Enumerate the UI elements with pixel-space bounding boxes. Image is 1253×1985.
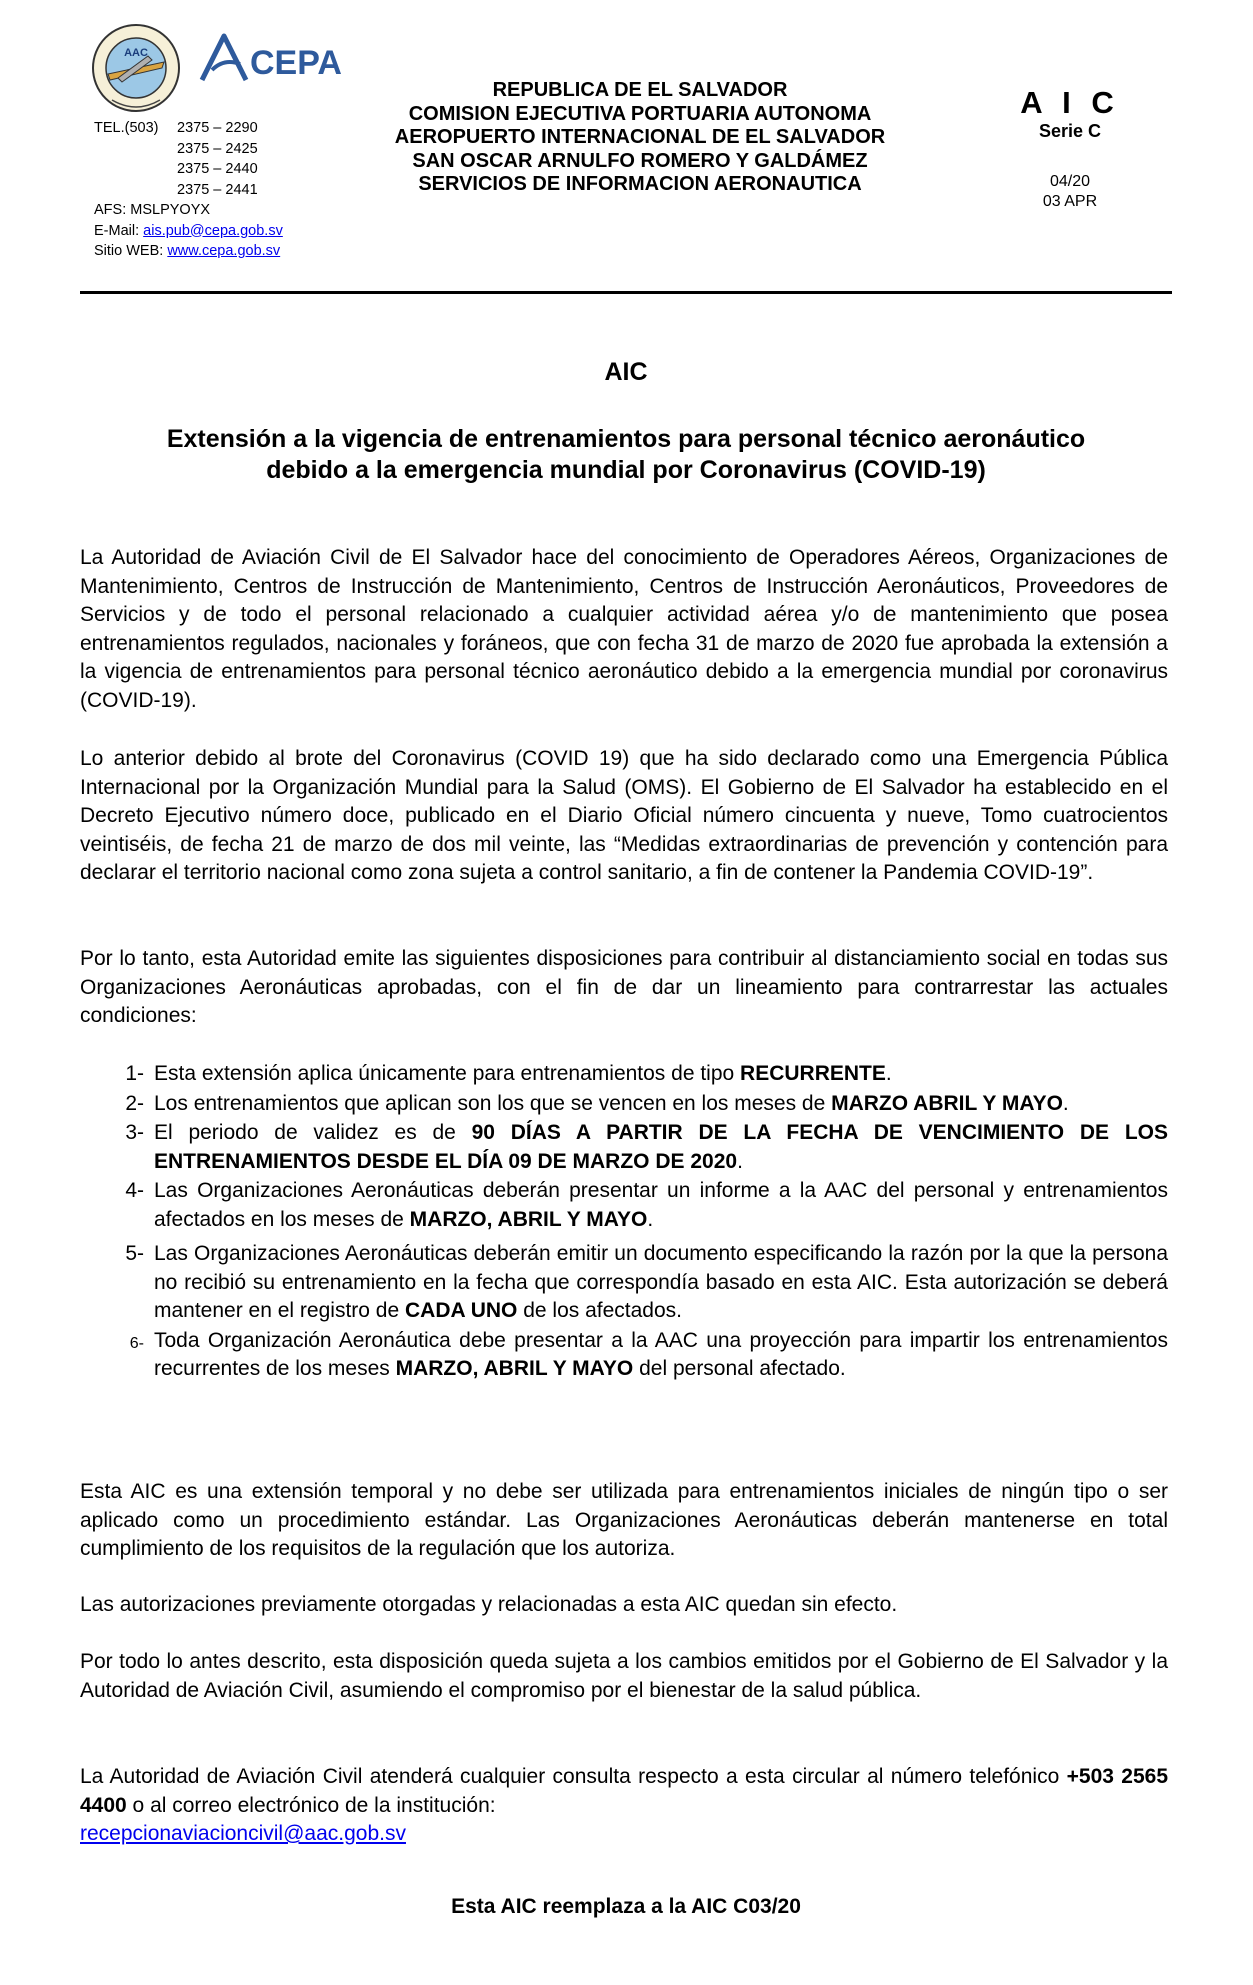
list-text: Los entrenamientos que aplican son los que se vencen en los meses de <box>154 1091 832 1115</box>
paragraph-3: Por lo tanto, esta Autoridad emite las siguientes disposiciones para contribuir al distanciamiento social en todas sus Organizaciones Aeronáuticas aprobadas, con el fin de dar un lineamiento para contrarrestar las actuales condiciones: <box>80 947 1168 1027</box>
cepa-logo <box>198 30 348 86</box>
list-number: 5- <box>125 1242 144 1265</box>
list-emphasis: CADA UNO <box>404 1299 518 1322</box>
list-item <box>80 1177 1168 1234</box>
list-number: 3- <box>125 1121 144 1144</box>
web-row <box>94 241 287 262</box>
tel-number: 2375 – 2290 <box>177 120 258 136</box>
list-emphasis: 90 DÍAS A PARTIR DE LA FECHA DE VENCIMIENTO DE LOS ENTRENAMIENTOS DESDE EL DÍA 09 DE MARZO DE 2020 <box>154 1121 1168 1173</box>
organization-header <box>330 79 950 197</box>
list-item <box>80 1327 1168 1384</box>
list-text: Las Organizaciones Aeronáuticas deberán emitir un documento especificando la razón por la que la persona no recibió su entrenamiento en la fecha que correspondía basado en esta AIC. Esta autorización se deberá mantener en el registro de <box>154 1242 1168 1322</box>
list-number: 6- <box>129 1334 144 1352</box>
afs-code: AFS: MSLPYOYX <box>94 202 211 218</box>
aac-logo <box>88 22 184 114</box>
list-emphasis: MARZO, ABRIL Y MAYO <box>409 1207 648 1231</box>
list-text-end: . <box>737 1149 743 1173</box>
email-row <box>94 221 287 242</box>
subtitle-line: Extensión a la vigencia de entrenamientos para personal técnico aeronáutico <box>166 425 1086 453</box>
list-text-end: . <box>1062 1091 1069 1115</box>
list-text-end: . <box>647 1207 654 1231</box>
list-text: Esta extensión aplica únicamente para entrenamientos de tipo <box>154 1062 741 1085</box>
tel-label: TEL.(503) <box>94 120 159 136</box>
aic-date: 03 APR <box>1042 193 1098 210</box>
tel-number: 2375 – 2440 <box>177 161 258 177</box>
web-label: Sitio WEB: <box>94 243 164 259</box>
list-text: Las Organizaciones Aeronáuticas deberán presentar un informe a la AAC del personal y entrenamientos afectados en los meses de <box>154 1179 1168 1231</box>
subtitle-line: debido a la emergencia mundial por Coronavirus (COVID-19) <box>266 456 986 484</box>
email-link[interactable]: ais.pub@cepa.gob.sv <box>143 222 283 239</box>
list-text-end: del personal afectado. <box>633 1357 846 1380</box>
org-line: AEROPUERTO INTERNACIONAL DE EL SALVADOR <box>394 126 886 148</box>
replacement-note: Esta AIC reemplaza a la AIC C03/20 <box>451 1895 801 1918</box>
paragraph-4: Esta AIC es una extensión temporal y no debe ser utilizada para entrenamientos iniciales de ningún tipo o ser aplicado como un procedimiento estándar. Las Organizaciones Aeronáuticas deberán mantenerse en total cumplimiento de los requisitos de la regulación que los autoriza. <box>80 1480 1168 1560</box>
list-emphasis: MARZO, ABRIL Y MAYO <box>395 1357 634 1380</box>
list-item <box>80 1090 1168 1119</box>
contact-text-end: o al correo electrónico de la institución: <box>126 1793 496 1817</box>
tel-number: 2375 – 2441 <box>177 181 258 198</box>
list-text: Toda Organización Aeronáutica debe presentar a la AAC una proyección para impartir los entrenamientos recurrentes de los meses <box>154 1328 1168 1380</box>
provisions-list <box>80 1060 1168 1385</box>
list-number: 2- <box>125 1091 144 1115</box>
paragraph-6: Por todo lo antes descrito, esta disposición queda sujeta a los cambios emitidos por el Gobierno de El Salvador y la Autoridad de Aviación Civil, asumiendo el compromiso por el bienestar de la salud pública. <box>80 1650 1168 1702</box>
web-link[interactable]: www.cepa.gob.sv <box>167 243 281 259</box>
paragraph-5: Las autorizaciones previamente otorgadas y relacionadas a esta AIC quedan sin efecto. <box>80 1593 898 1616</box>
cepa-logo-text: CEPA <box>250 44 342 82</box>
list-number: 1- <box>125 1062 144 1085</box>
paragraph-1: La Autoridad de Aviación Civil de El Salvador hace del conocimiento de Operadores Aéreos, Organizaciones de Mantenimiento, Centros de Instrucción de Mantenimiento, Centros de Instrucción Aeronáuticos, Proveedores de Servicios y de todo el personal relacionado a cualquier actividad aérea y/o de mantenimiento que posea entrenamientos regulados, nacionales y foráneos, que con fecha 31 de marzo de 2020 fue aprobada la extensión a la vigencia de entrenamientos para personal técnico aeronáutico debido a la emergencia mundial por coronavirus (COVID-19). <box>80 546 1168 712</box>
header-divider <box>80 291 1172 294</box>
list-emphasis: RECURRENTE <box>740 1062 886 1085</box>
org-line: SERVICIOS DE INFORMACION AERONAUTICA <box>418 173 862 195</box>
tel-number: 2375 – 2425 <box>177 140 258 157</box>
aic-serie: Serie C <box>1038 121 1102 141</box>
institution-email-link[interactable]: recepcionaviacioncivil@aac.gob.sv <box>80 1822 406 1845</box>
org-line: SAN OSCAR ARNULFO ROMERO Y GALDÁMEZ <box>412 149 868 172</box>
contact-phone: +503 2565 4400 <box>80 1765 1168 1817</box>
org-line: COMISION EJECUTIVA PORTUARIA AUTONOMA <box>408 102 872 125</box>
list-number: 4- <box>125 1179 144 1202</box>
list-item <box>80 1240 1168 1326</box>
list-text-end: . <box>885 1062 892 1085</box>
list-item <box>80 1119 1168 1176</box>
aic-number: 04/20 <box>1049 173 1091 190</box>
aic-code: A I C <box>1020 85 1120 120</box>
list-emphasis: MARZO ABRIL Y MAYO <box>831 1091 1063 1115</box>
document-subtitle <box>80 424 1172 486</box>
org-line: REPUBLICA DE EL SALVADOR <box>492 79 788 101</box>
paragraph-2: Lo anterior debido al brote del Coronavirus (COVID 19) que ha sido declarado como una Emergencia Pública Internacional por la Organización Mundial para la Salud (OMS). El Gobierno de El Salvador ha establecido en el Decreto Ejecutivo número doce, publicado en el Diario Oficial número cincuenta y nueve, Tomo cuatrocientos veintiséis, de fecha 21 de marzo de dos mil veinte, las “Medidas extraordinarias de prevención y contención para declarar el territorio nacional como zona sujeta a control sanitario, a fin de contener la Pandemia COVID-19”. <box>80 747 1168 884</box>
email-label: E-Mail: <box>94 222 140 239</box>
paragraph-7 <box>80 1763 1168 1849</box>
document-title: AIC <box>604 358 648 386</box>
list-text-end: de los afectados. <box>517 1299 682 1322</box>
list-text: El periodo de validez es de <box>154 1121 472 1144</box>
list-item <box>80 1060 1168 1089</box>
aac-logo-text: AAC <box>124 47 148 59</box>
contact-text: La Autoridad de Aviación Civil atenderá cualquier consulta respecto a esta circular al número telefónico <box>80 1765 1067 1788</box>
aic-identifier <box>1000 86 1140 212</box>
contact-block <box>94 118 287 262</box>
